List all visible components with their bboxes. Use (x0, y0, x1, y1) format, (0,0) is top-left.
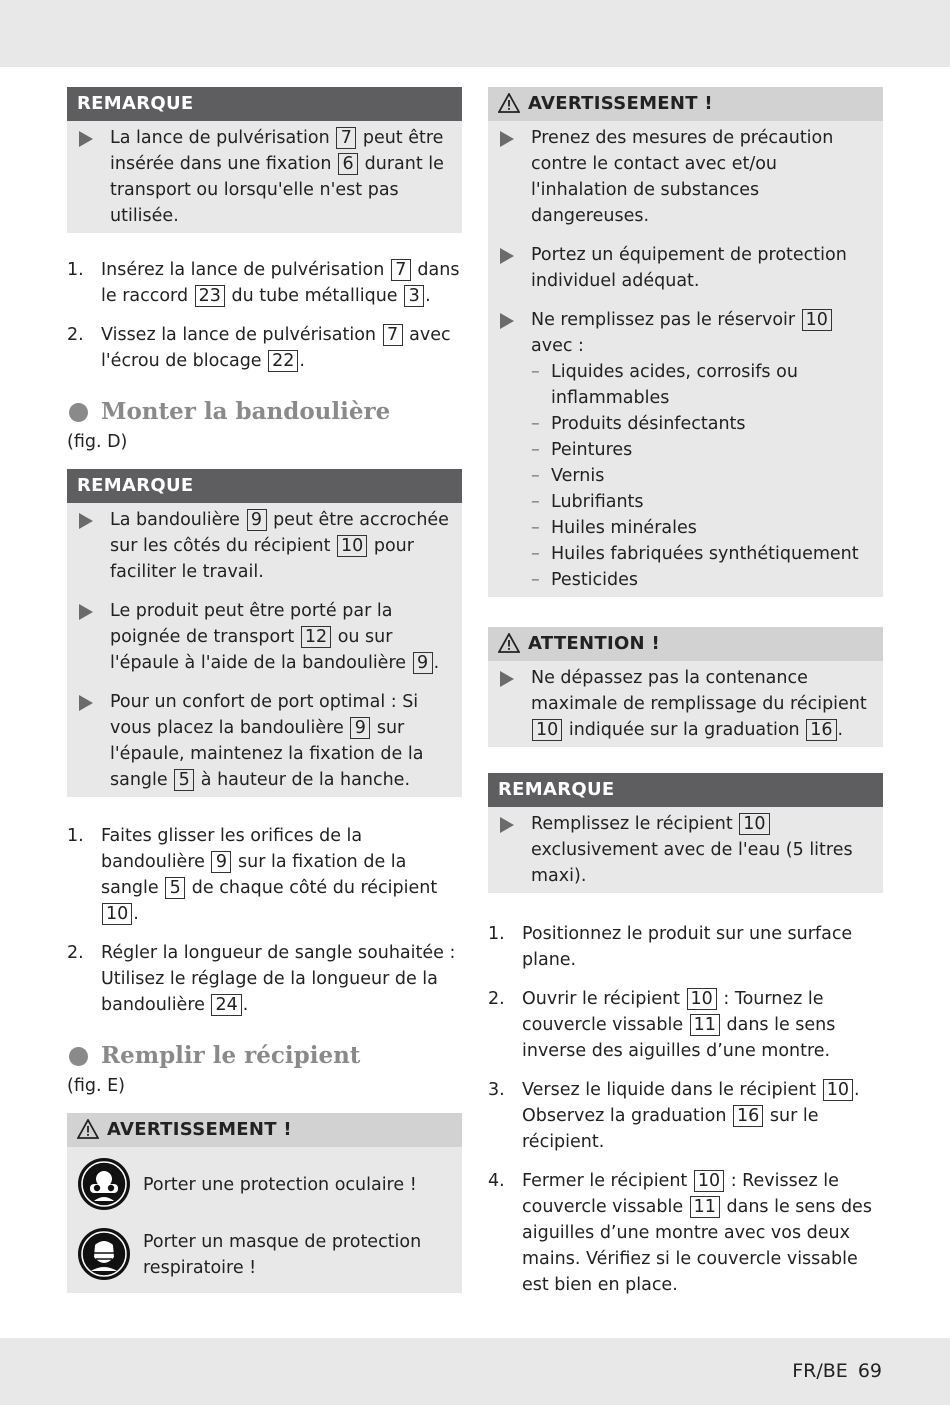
footer-band (0, 1338, 950, 1405)
page-number: 69 (857, 1360, 882, 1382)
header-band (0, 0, 950, 67)
warning-triangle-icon (498, 93, 520, 113)
part-ref: 11 (690, 1196, 720, 1218)
attention-box (488, 627, 883, 747)
triangle-bullet-icon (79, 131, 93, 147)
step-item: 4. Fermer le récipient 10 : Revissez le couvercle vissable 11 dans le sens des aiguilles d’une montre avec vos deux mains. Vérifiez si le couvercle vissable est bien en place. (488, 1171, 872, 1295)
step-item: 3. Versez le liquide dans le récipient 10 . Observez la graduation 16 sur le récipient. (488, 1080, 860, 1152)
part-ref: 10 (102, 903, 132, 925)
part-ref: 10 (337, 535, 367, 557)
triangle-bullet-icon (500, 817, 514, 833)
step-item: 2. Régler la longueur de sangle souhaitée : Utilisez le réglage de la longueur de la bandoulière 24 . (67, 943, 456, 1015)
list-item: – Pesticides (531, 567, 873, 593)
eye-protection-row: Porter une protection oculaire ! (77, 1157, 452, 1213)
part-ref: 16 (806, 719, 836, 741)
part-ref: 16 (733, 1105, 763, 1127)
part-ref: 22 (268, 350, 298, 372)
section-heading: Remplir le récipient (67, 1039, 462, 1073)
part-ref: 10 (532, 719, 562, 741)
part-ref: 7 (383, 324, 403, 346)
note-box (488, 773, 883, 893)
warning-triangle-icon (498, 633, 520, 653)
note-title: REMARQUE (67, 87, 462, 121)
warning-box (488, 87, 883, 597)
left-column (67, 87, 462, 1293)
note-bullet: Remplissez le récipient 10 exclusivement avec de l'eau (5 litres maxi). (498, 811, 873, 889)
step-item: 1. Insérez la lance de pulvérisation 7 dans le raccord 23 du tube métallique 3 . (67, 260, 460, 306)
mask-protection-row: Porter un masque de protection respiratoire ! (77, 1227, 452, 1283)
note-title: REMARQUE (488, 773, 883, 807)
list-item: – Lubrifiants (531, 489, 873, 515)
page-footer (782, 1358, 882, 1384)
note-bullet: Le produit peut être porté par la poignée de transport 12 ou sur l'épaule à l'aide de la bandoulière 9 . (77, 598, 452, 676)
warning-bullet: Prenez des mesures de précaution contre le contact avec et/ou l'inhalation de substances dangereuses. (498, 125, 873, 229)
triangle-bullet-icon (500, 671, 514, 687)
triangle-bullet-icon (79, 513, 93, 529)
respirator-mask-icon (77, 1227, 131, 1281)
part-ref: 10 (823, 1079, 853, 1101)
figure-ref: (fig. E) (67, 1076, 125, 1096)
list-item: – Peintures (531, 437, 873, 463)
part-ref: 9 (211, 851, 231, 873)
list-item: – Liquides acides, corrosifs ou inflammables (531, 359, 873, 411)
part-ref: 10 (694, 1170, 724, 1192)
part-ref: 7 (391, 259, 411, 281)
warning-title: AVERTISSEMENT ! (67, 1113, 462, 1147)
step-item: 2. Ouvrir le récipient 10 : Tournez le couvercle vissable 11 dans le sens inverse des aiguilles d’une montre. (488, 989, 836, 1061)
step-item: 1. Faites glisser les orifices de la bandoulière 9 sur la fixation de la sangle 5 de chaque côté du récipient 10 . (67, 826, 438, 924)
bullet-dot-icon (69, 403, 88, 422)
triangle-bullet-icon (500, 131, 514, 147)
step-item: 1. Positionnez le produit sur une surface plane. (488, 924, 853, 970)
bullet-dot-icon (69, 1047, 88, 1066)
triangle-bullet-icon (79, 604, 93, 620)
list-item: – Vernis (531, 463, 873, 489)
part-ref: 12 (301, 626, 331, 648)
triangle-bullet-icon (79, 695, 93, 711)
part-ref: 9 (413, 652, 433, 674)
part-ref: 6 (338, 153, 358, 175)
part-ref: 10 (687, 988, 717, 1010)
step-item: 2. Vissez la lance de pulvérisation 7 avec l'écrou de blocage 22 . (67, 325, 451, 371)
section-heading: Monter la bandoulière (67, 395, 462, 429)
part-ref: 5 (165, 877, 185, 899)
figure-ref: (fig. D) (67, 432, 128, 452)
eye-protection-icon (77, 1157, 131, 1211)
triangle-bullet-icon (500, 313, 514, 329)
part-ref: 7 (336, 127, 356, 149)
note-bullet: Pour un confort de port optimal : Si vous placez la bandoulière 9 sur l'épaule, maintenez la fixation de la sangle 5 à hauteur de la hanche. (77, 689, 452, 793)
attention-title: ATTENTION ! (488, 627, 883, 661)
list-item: – Huiles minérales (531, 515, 873, 541)
part-ref: 3 (404, 285, 424, 307)
part-ref: 11 (690, 1014, 720, 1036)
part-ref: 10 (802, 309, 832, 331)
note-box (67, 87, 462, 233)
note-bullet: La bandoulière 9 peut être accrochée sur les côtés du récipient 10 pour faciliter le travail. (77, 507, 452, 585)
list-item: – Huiles fabriquées synthétiquement (531, 541, 873, 567)
note-title: REMARQUE (67, 469, 462, 503)
warning-bullet: Portez un équipement de protection individuel adéquat. (498, 242, 873, 294)
part-ref: 10 (739, 813, 769, 835)
triangle-bullet-icon (500, 248, 514, 264)
warning-title: AVERTISSEMENT ! (488, 87, 883, 121)
warning-box (67, 1113, 462, 1293)
part-ref: 5 (174, 769, 194, 791)
right-column (488, 87, 883, 1311)
part-ref: 24 (211, 994, 241, 1016)
list-item: – Produits désinfectants (531, 411, 873, 437)
part-ref: 9 (247, 509, 267, 531)
language-code: FR/BE (792, 1360, 848, 1382)
part-ref: 9 (350, 717, 370, 739)
warning-bullet: Ne remplissez pas le réservoir 10 avec : – Liquides acides, corrosifs ou inflammables – Produits désinfectants – Peintures – Vernis – Lubrifiants – Huiles minérales – Huiles fabriquées synthétiquement – Pesticides (498, 307, 873, 593)
warning-triangle-icon (77, 1119, 99, 1139)
attention-bullet: Ne dépassez pas la contenance maximale de remplissage du récipient 10 indiquée sur la graduation 16 . (498, 665, 873, 743)
note-box (67, 469, 462, 797)
note-bullet: La lance de pulvérisation 7 peut être insérée dans une fixation 6 durant le transport ou lorsqu'elle n'est pas utilisée. (77, 125, 452, 229)
part-ref: 23 (195, 285, 225, 307)
